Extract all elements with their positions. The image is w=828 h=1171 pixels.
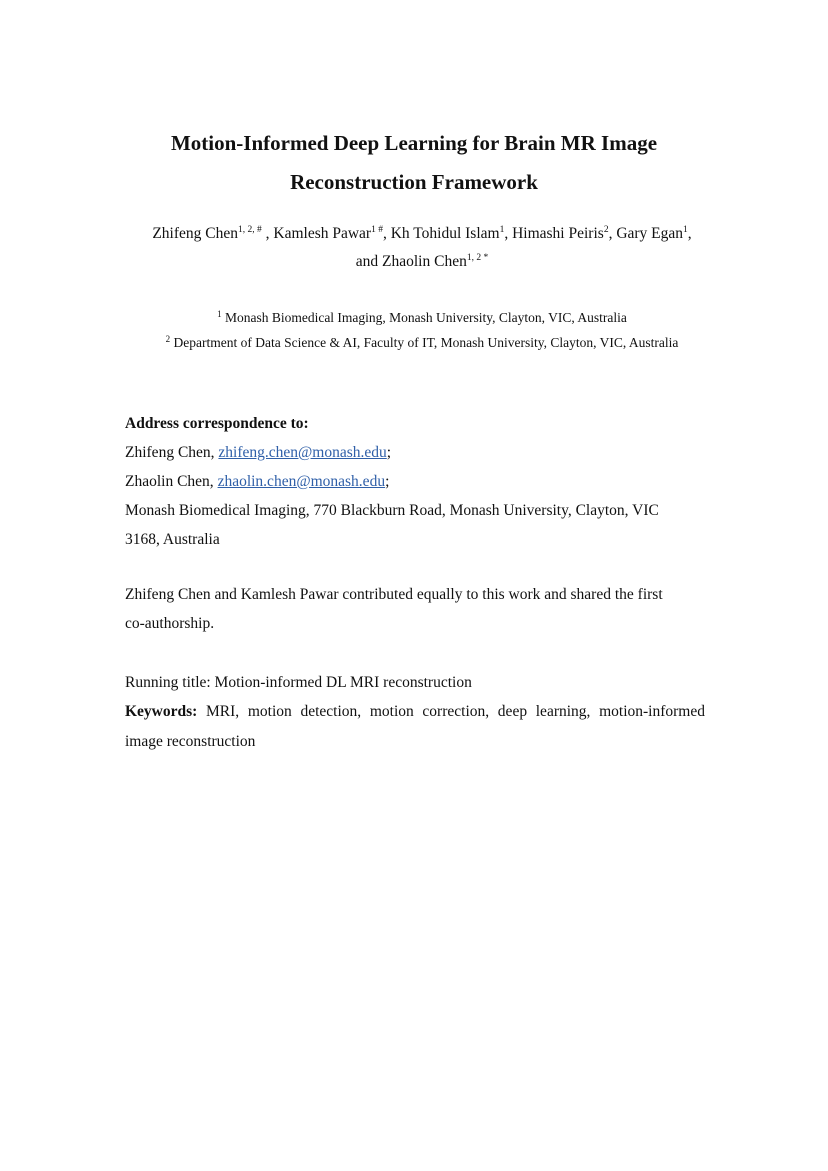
contribution-line-1: Zhifeng Chen and Kamlesh Pawar contributed equally to this work and shared the first (125, 586, 663, 603)
title-line-2: Reconstruction Framework (290, 170, 538, 194)
author-name: Gary Egan (616, 225, 684, 242)
affiliation-list (110, 305, 734, 355)
contact-line (125, 467, 705, 496)
contact-end: ; (386, 444, 392, 461)
affiliation-2 (110, 330, 734, 355)
author-separator: , (608, 225, 617, 242)
email-link[interactable]: zhaolin.chen@monash.edu (217, 473, 386, 490)
running-keywords-section (125, 668, 705, 757)
affiliation-1 (110, 305, 734, 330)
author-separator: , and (355, 225, 692, 270)
author-name: Zhaolin Chen (382, 253, 467, 270)
contribution-line-2: co-authorship. (125, 615, 215, 632)
title-line-1: Motion-Informed Deep Learning for Brain MR Image (170, 131, 658, 155)
keywords-label: Keywords: (125, 703, 198, 720)
contact-name: Zhifeng Chen, (125, 444, 219, 461)
correspondence-section (125, 409, 705, 554)
equal-contribution-note (125, 580, 705, 638)
author-list (140, 220, 704, 276)
author-separator: , (504, 225, 513, 242)
author-name: Zhifeng Chen (152, 225, 239, 242)
author-affiliation-mark: 1 (683, 225, 688, 235)
author-separator: , (261, 225, 274, 242)
author-name: Kamlesh Pawar (273, 225, 372, 242)
email-link[interactable]: zhifeng.chen@monash.edu (218, 444, 387, 461)
contact-line (125, 438, 705, 467)
running-title: Running title: Motion-informed DL MRI reconstruction (125, 674, 472, 691)
keywords-paragraph (125, 697, 705, 757)
author-affiliation-mark: 2 (603, 225, 609, 235)
contact-name: Zhaolin Chen, (125, 473, 218, 490)
keywords-text: MRI, motion detection, motion correction, deep learning, motion-informed image reconstruction (125, 703, 705, 750)
correspondence-heading: Address correspondence to: (125, 415, 309, 432)
affiliation-mark: 1 (217, 309, 222, 319)
address-line-1: Monash Biomedical Imaging, 770 Blackburn Road, Monash University, Clayton, VIC (125, 502, 659, 519)
affiliation-text: Monash Biomedical Imaging, Monash University, Clayton, VIC, Australia (224, 310, 627, 325)
author-name: Kh Tohidul Islam (390, 225, 500, 242)
author-affiliation-mark: 1, 2 * (466, 253, 489, 263)
address-line-2: 3168, Australia (125, 531, 220, 548)
paper-title (0, 124, 828, 202)
author-separator: , (382, 225, 391, 242)
author-name: Himashi Peiris (512, 225, 604, 242)
affiliation-mark: 2 (165, 334, 171, 344)
contact-end: ; (385, 473, 390, 490)
author-affiliation-mark: 1 # (371, 225, 383, 235)
author-affiliation-mark: 1, 2, # (238, 225, 262, 235)
author-affiliation-mark: 1 (499, 225, 505, 235)
affiliation-text: Department of Data Science & AI, Faculty of IT, Monash University, Clayton, VIC, Australia (173, 335, 679, 350)
